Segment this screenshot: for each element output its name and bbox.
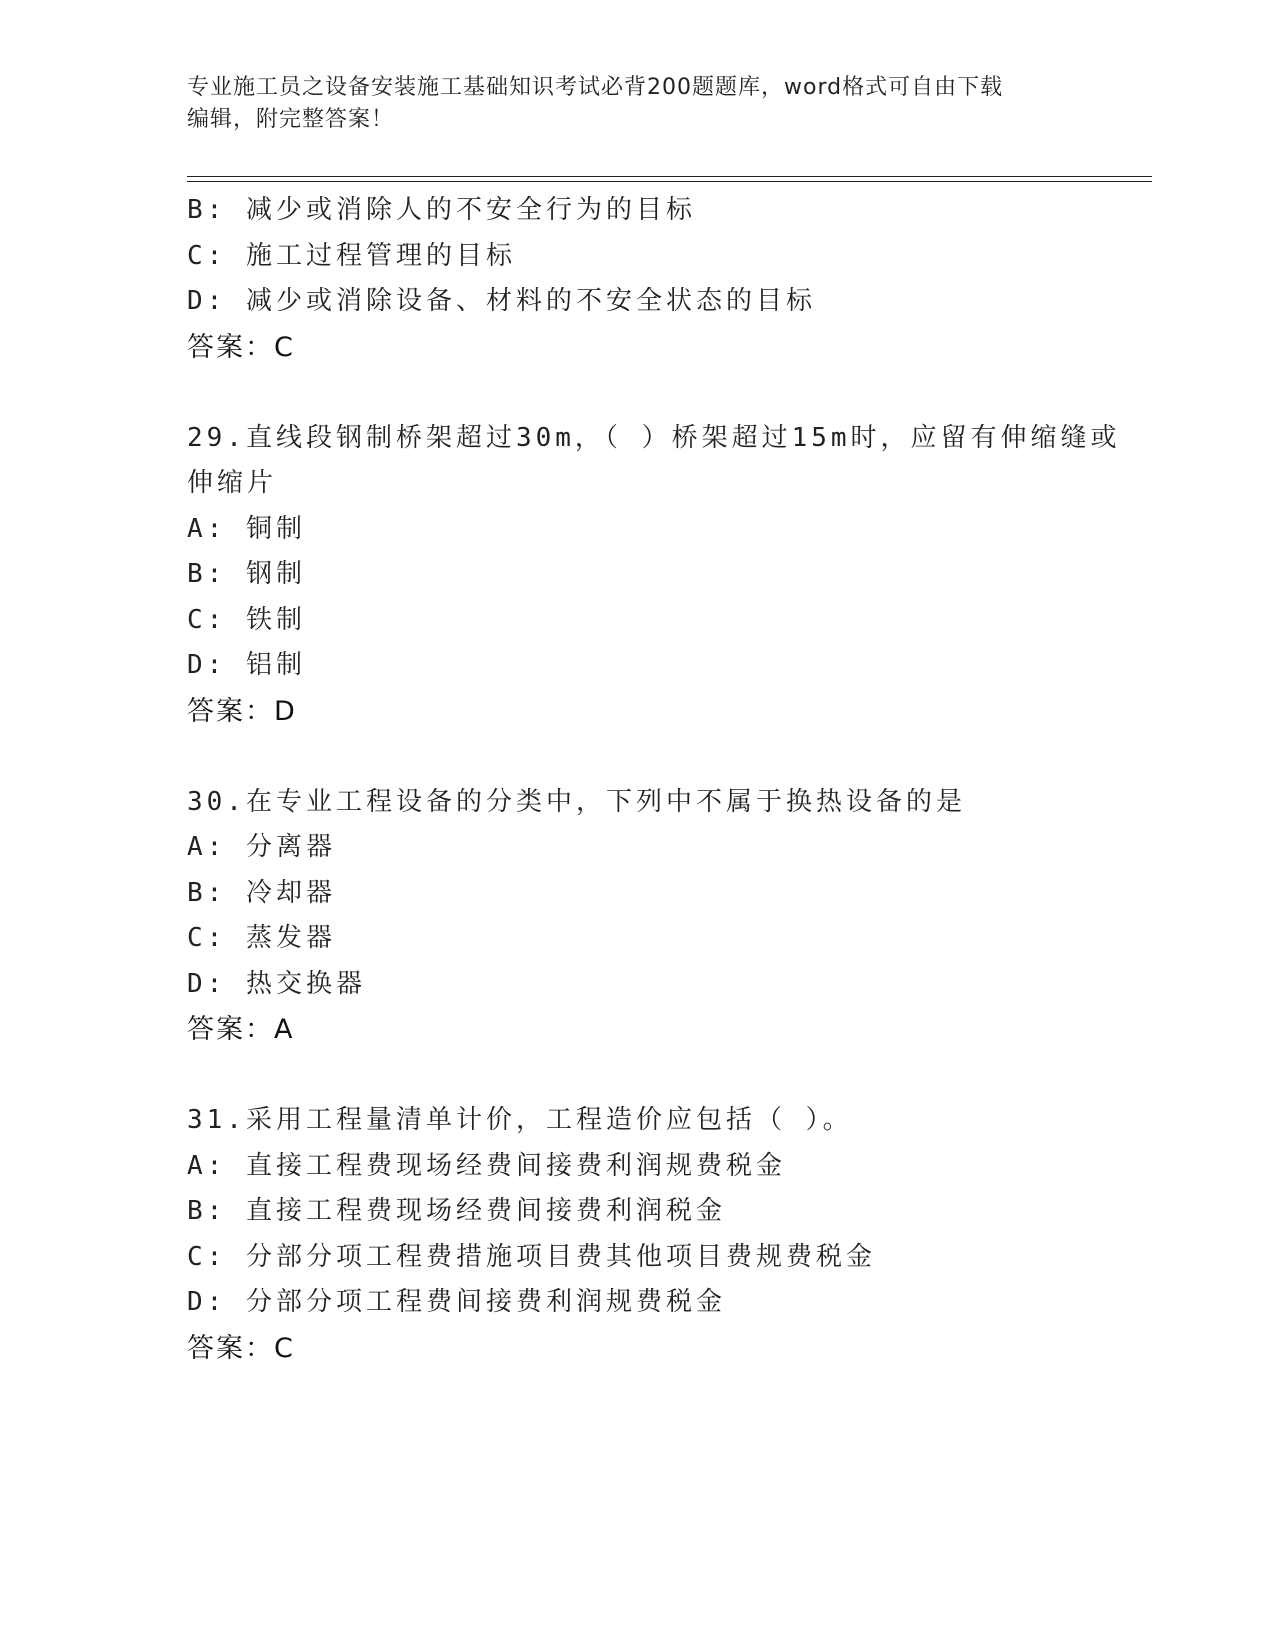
question-stem: 29.直线段钢制桥架超过30m，（ ）桥架超过15m时，应留有伸缩缝或 xyxy=(187,422,1121,453)
question-block-29 xyxy=(187,416,1121,735)
question-list xyxy=(187,188,1121,1371)
option-a: A: 分离器 xyxy=(187,832,336,862)
option-c: C: 蒸发器 xyxy=(187,923,336,953)
option-b: B: 直接工程费现场经费间接费利润税金 xyxy=(187,1196,726,1226)
header-divider-top xyxy=(187,176,1152,177)
option-b: B: 减少或消除人的不安全行为的目标 xyxy=(187,195,696,225)
option-b: B: 钢制 xyxy=(187,559,306,589)
option-d: D: 减少或消除设备、材料的不安全状态的目标 xyxy=(187,286,816,316)
spacer xyxy=(187,1053,1087,1099)
question-block-28 xyxy=(187,188,1087,370)
answer-line: 答案：C xyxy=(187,331,295,363)
question-block-30 xyxy=(187,780,1087,1053)
option-c: C: 铁制 xyxy=(187,604,306,635)
document-header xyxy=(187,72,1067,136)
spacer xyxy=(187,370,1087,416)
option-a: A: 铜制 xyxy=(187,513,306,544)
option-d: D: 热交换器 xyxy=(187,968,366,999)
answer-line: 答案：C xyxy=(187,1332,295,1364)
option-d: D: 铝制 xyxy=(187,650,306,680)
option-d: D: 分部分项工程费间接费利润规费税金 xyxy=(187,1287,726,1317)
question-stem: 31.采用工程量清单计价，工程造价应包括（ ）。 xyxy=(187,1105,853,1135)
option-b: B: 冷却器 xyxy=(187,877,336,908)
header-divider-bottom xyxy=(187,181,1152,182)
question-stem-continued: 伸缩片 xyxy=(187,468,278,498)
spacer xyxy=(187,734,1087,780)
question-stem: 30.在专业工程设备的分类中，下列中不属于换热设备的是 xyxy=(187,786,966,817)
option-a: A: 直接工程费现场经费间接费利润规费税金 xyxy=(187,1150,786,1181)
answer-line: 答案：D xyxy=(187,695,297,727)
header-title-line-2: 编辑，附完整答案！ xyxy=(187,107,395,132)
option-c: C: 分部分项工程费措施项目费其他项目费规费税金 xyxy=(187,1241,876,1272)
header-title-line-1: 专业施工员之设备安装施工基础知识考试必背200题题库，word格式可自由下载 xyxy=(187,75,1004,100)
option-c: C: 施工过程管理的目标 xyxy=(187,240,516,271)
answer-line: 答案：A xyxy=(187,1014,295,1045)
question-block-31 xyxy=(187,1098,1087,1371)
